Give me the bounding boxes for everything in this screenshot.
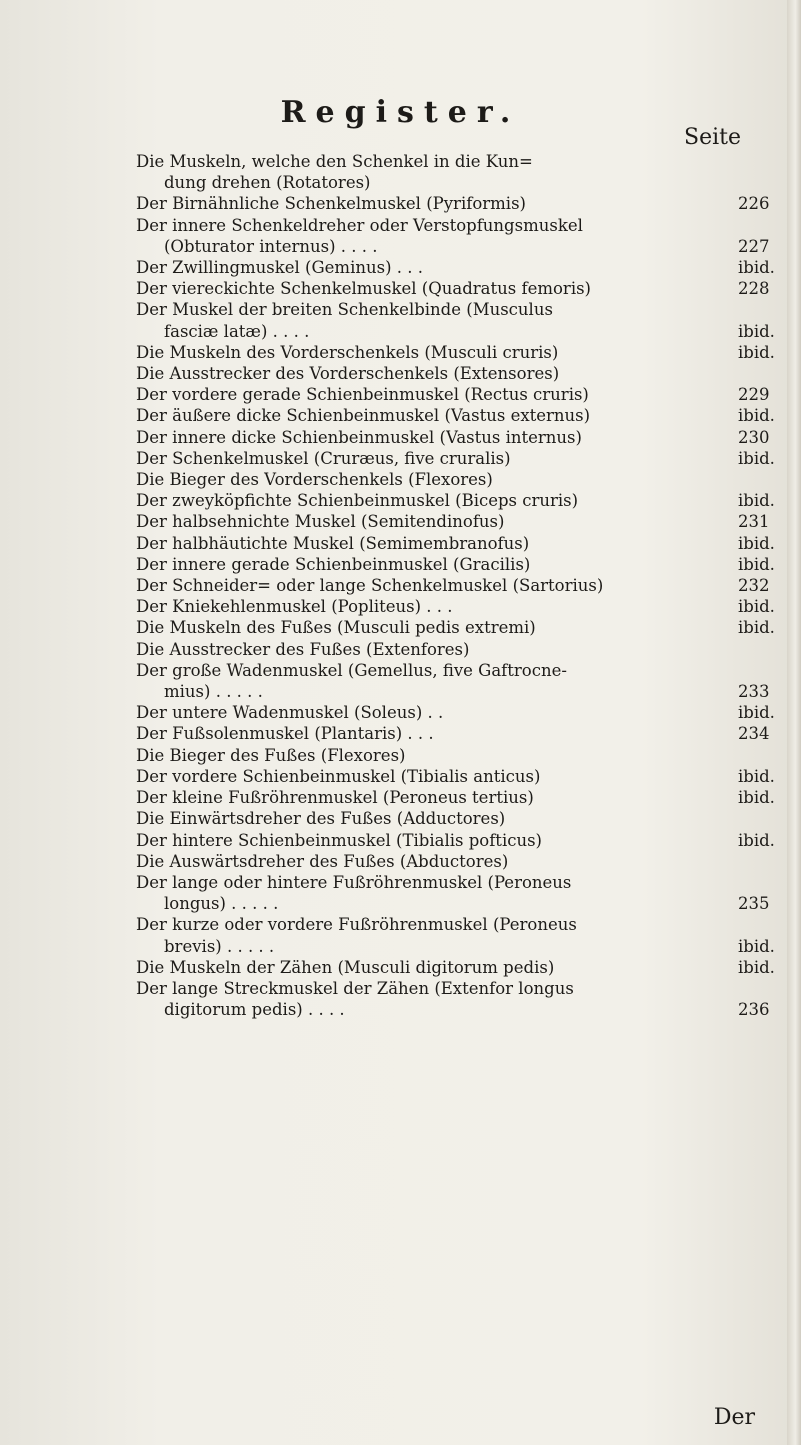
entry-text-line: Der innere gerade Schienbeinmuskel (Gracilis) — [136, 554, 531, 574]
entry-text-line: digitorum pedis) . . . . — [164, 1000, 345, 1020]
entry-page-number: ibid. — [738, 766, 775, 786]
entry-text-line: Die Muskeln des Vorderschenkels (Musculi cruris) — [136, 342, 559, 362]
entry-text-line: dung drehen (Rotatores) — [164, 173, 371, 193]
entry-text-line: mius) . . . . . — [164, 682, 263, 702]
register-entry — [136, 427, 786, 448]
entry-page-number: ibid. — [738, 554, 775, 574]
register-entry — [136, 384, 786, 405]
register-entry — [136, 193, 786, 214]
entry-text-line: Die Ausstrecker des Vorderschenkels (Extensores) — [136, 364, 560, 384]
register-entry — [136, 851, 786, 872]
register-entry — [136, 215, 786, 257]
page-column-label: Seite — [684, 125, 741, 150]
entry-text-line: Die Bieger des Fußes (Flexores) — [136, 745, 406, 765]
register-entry — [136, 660, 786, 702]
page-title: Register. — [280, 95, 521, 130]
register-entry — [136, 469, 786, 490]
entry-page-number: ibid. — [738, 957, 775, 977]
register-entry — [136, 257, 786, 278]
entry-text-line: Der viereckichte Schenkelmuskel (Quadratus femoris) — [136, 279, 591, 299]
entry-page-number: ibid. — [738, 597, 775, 617]
entry-text-line: Der äußere dicke Schienbeinmuskel (Vastus externus) — [136, 406, 591, 426]
entry-text-line: Der halbsehnichte Muskel (Semitendinofus) — [136, 512, 505, 532]
entry-page-number: ibid. — [738, 788, 775, 808]
entry-text-line: Der kleine Fußröhrenmuskel (Peroneus tertius) — [136, 788, 534, 808]
entry-page-number: ibid. — [738, 936, 775, 956]
register-entry — [136, 639, 786, 660]
entry-page-number: 227 — [738, 236, 770, 256]
register-entry — [136, 723, 786, 744]
entry-text-line: Der kurze oder vordere Fußröhrenmuskel (Peroneus — [136, 915, 577, 935]
catchword: Der — [713, 1405, 755, 1430]
page-edge — [787, 0, 801, 1445]
entry-page-number: 235 — [738, 894, 770, 914]
entry-text-line: Die Auswärtsdreher des Fußes (Abductores) — [136, 851, 509, 871]
register-entry — [136, 575, 786, 596]
entry-text-line: Die Bieger des Vorderschenkels (Flexores) — [136, 470, 493, 490]
entry-text-line: Der Schenkelmuskel (Cruræus, five cruralis) — [136, 448, 511, 468]
entry-text-line: Die Muskeln der Zähen (Musculi digitorum pedis) — [136, 957, 555, 977]
entry-page-number: 230 — [738, 427, 770, 447]
register-entry — [136, 299, 786, 341]
entry-text-line: fasciæ latæ) . . . . — [164, 321, 310, 341]
register-entry — [136, 766, 786, 787]
register-entry — [136, 617, 786, 638]
entry-text-line: Die Muskeln des Fußes (Musculi pedis extremi) — [136, 618, 536, 638]
entry-text-line: Die Einwärtsdreher des Fußes (Adductores) — [136, 809, 506, 829]
entry-text-line: Der vordere Schienbeinmuskel (Tibialis anticus) — [136, 766, 541, 786]
register-entry — [136, 914, 786, 956]
register-entry — [136, 448, 786, 469]
register-entry — [136, 745, 786, 766]
entry-page-number: ibid. — [738, 533, 775, 553]
entry-text-line: Der Muskel der breiten Schenkelbinde (Musculus — [136, 300, 553, 320]
entry-text-line: Der innere Schenkeldreher oder Verstopfungsmuskel — [136, 215, 583, 235]
register-entry — [136, 533, 786, 554]
entry-text-line: Der halbhäutichte Muskel (Semimembranofus) — [136, 533, 530, 553]
entry-text-line: Der Birnähnliche Schenkelmuskel (Pyriformis) — [136, 194, 526, 214]
register-entry — [136, 554, 786, 575]
entry-text-line: Der zweyköpfichte Schienbeinmuskel (Biceps cruris) — [136, 491, 579, 511]
register-entry — [136, 872, 786, 914]
entry-page-number: ibid. — [738, 830, 775, 850]
entry-text-line: Der vordere gerade Schienbeinmuskel (Rectus cruris) — [136, 385, 589, 405]
entry-text-line: longus) . . . . . — [164, 894, 279, 914]
entry-text-line: Der Kniekehlenmuskel (Popliteus) . . . — [136, 597, 453, 617]
entry-page-number: 232 — [738, 576, 770, 596]
entry-text-line: brevis) . . . . . — [164, 936, 275, 956]
entry-text-line: Der Zwillingmuskel (Geminus) . . . — [136, 258, 423, 278]
entry-page-number: ibid. — [738, 448, 775, 468]
entry-page-number: ibid. — [738, 491, 775, 511]
entry-page-number: ibid. — [738, 618, 775, 638]
entry-text-line: Die Muskeln, welche den Schenkel in die Kun= — [136, 152, 533, 171]
entry-text-line: Der Fußsolenmuskel (Plantaris) . . . — [136, 724, 434, 744]
register-entry — [136, 151, 786, 193]
entry-page-number: ibid. — [738, 342, 775, 362]
register-entry — [136, 511, 786, 532]
register-entry — [136, 363, 786, 384]
entry-text-line: Der hintere Schienbeinmuskel (Tibialis pofticus) — [136, 830, 542, 850]
register-entry — [136, 278, 786, 299]
register-entry — [136, 808, 786, 829]
entry-text-line: Der Schneider= oder lange Schenkelmuskel (Sartorius) — [136, 576, 604, 596]
register-entries — [136, 151, 786, 1020]
register-entry — [136, 787, 786, 808]
entry-page-number: ibid. — [738, 703, 775, 723]
entry-page-number: 236 — [738, 1000, 770, 1020]
entry-page-number: 226 — [738, 194, 770, 214]
entry-page-number: 229 — [738, 385, 770, 405]
entry-text-line: Der innere dicke Schienbeinmuskel (Vastus internus) — [136, 427, 582, 447]
entry-page-number: 234 — [738, 724, 770, 744]
register-entry — [136, 342, 786, 363]
register-entry — [136, 596, 786, 617]
entry-text-line: (Obturator internus) . . . . — [164, 236, 378, 256]
register-entry — [136, 405, 786, 426]
register-entry — [136, 702, 786, 723]
register-entry — [136, 490, 786, 511]
entry-text-line: Der lange Streckmuskel der Zähen (Extenfor longus — [136, 978, 574, 998]
register-entry — [136, 830, 786, 851]
entry-page-number: ibid. — [738, 258, 775, 278]
entry-text-line: Der lange oder hintere Fußröhrenmuskel (Peroneus — [136, 872, 572, 892]
entry-page-number: 228 — [738, 279, 770, 299]
entry-text-line: Der große Wadenmuskel (Gemellus, five Gaftrocne- — [136, 660, 567, 680]
register-entry — [136, 978, 786, 1020]
entry-page-number: 233 — [738, 682, 770, 702]
entry-text-line: Der untere Wadenmuskel (Soleus) . . — [136, 703, 444, 723]
register-entry — [136, 957, 786, 978]
entry-page-number: 231 — [738, 512, 770, 532]
entry-page-number: ibid. — [738, 406, 775, 426]
entry-page-number: ibid. — [738, 321, 775, 341]
entry-text-line: Die Ausstrecker des Fußes (Extenfores) — [136, 639, 470, 659]
